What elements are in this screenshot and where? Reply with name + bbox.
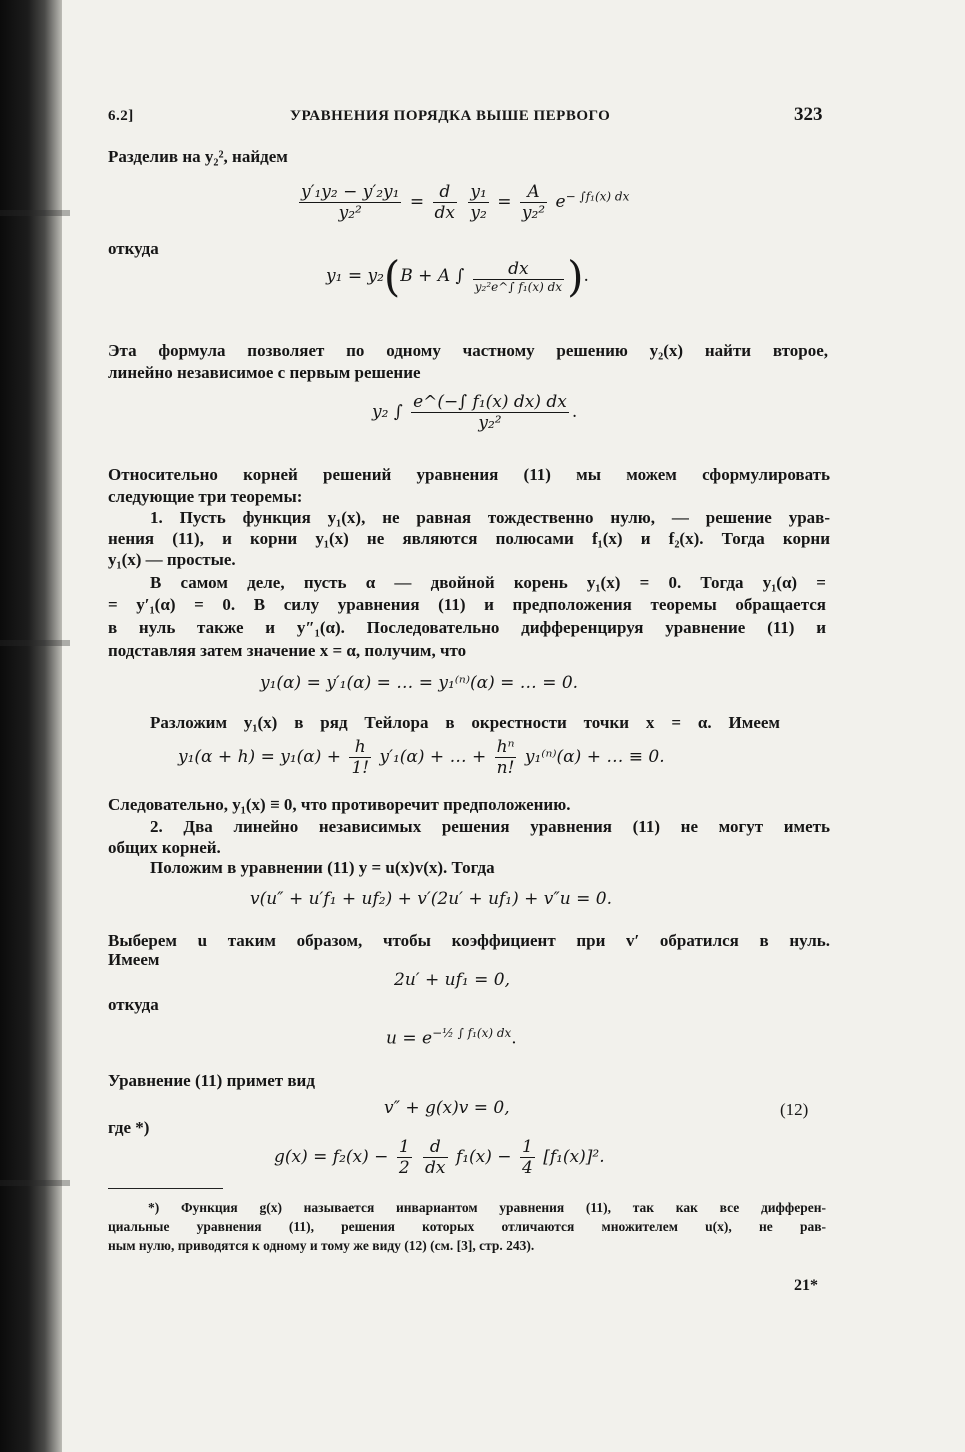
equation-1: $\frac{\text{y′₁y₂ − y′₂y₁}}{\text{y₂²}}$ = $\frac{d}{dx}$ $\frac{\text{y₁}}{\text{y₂}}$ = $\frac{A}{\text{y₂²}}$ $e^{- \int f_1(x) dx}$ [301,182,630,223]
word-otkuda-2: откуда [108,995,159,1014]
eq2-B: B + A ∫ [400,266,465,286]
equation-10 [274,1137,605,1178]
theorem-2-line-2: общих корней. [108,838,221,857]
equation-number-12: (12) [780,1100,809,1119]
eq10-frac3-den: 4 [521,1158,533,1178]
eq1-dx: dx [434,203,455,223]
eq1-lhs-denominator: y₂² [338,203,362,223]
footnote-rule [108,1188,223,1189]
equation-4: y₁(α) = y′₁(α) = … = y₁⁽ⁿ⁾(α) = … = 0. [260,673,579,693]
paragraph-formula-1: Эта формула позволяет по одному частному решению y₂(x) найти второе, [108,341,828,360]
proof-line-1: В самом деле, пусть α — двойной корень y₁(x) = 0. Тогда y₁(α) = [150,573,826,592]
eq3-y2-integral: y₂ ∫ [372,402,403,422]
eq8-power: −½ ∫ f₁(x) dx [432,1026,512,1040]
eq3-numerator: e^(−∫ f₁(x) dx) dx [413,392,567,412]
eq2-denominator: y₂²e^∫ f₁(x) dx [474,280,563,294]
eq10-frac3-num: 1 [521,1137,533,1157]
eq10-lhs: g(x) = f₂(x) − [274,1147,389,1167]
paragraph-taylor: Разложим y₁(x) в ряд Тейлора в окрестности точки x = α. Имеем [150,713,780,732]
theorem-1-line-1: 1. Пусть функция y₁(x), не равная тождественно нулю, — решение урав- [150,508,830,527]
eq2-numerator: dx [473,259,564,280]
running-title: УРАВНЕНИЯ ПОРЯДКА ВЫШЕ ПЕРВОГО [290,108,611,124]
footnote-line-1: *) Функция g(x) называется инвариантом уравнения (11), так как все дифферен- [148,1200,826,1215]
theorem-2-line-1: 2. Два линейно независимых решения уравнения (11) не могут иметь [150,817,830,836]
equation-3: y₂ ∫ $\frac{\text{e\textasciicircum{}(−∫ f₁(x) dx) dx}}{\text{y₂²}}$ . [372,392,578,433]
eq10-frac2-den: dx [425,1158,446,1178]
proof-line-3: в нуль также и y″₁(α). Последовательно дифференцируя уравнение (11) и [108,618,826,637]
book-binding-shadow [0,0,62,1452]
paragraph-choose-1: Выберем u таким образом, чтобы коэффициент при v′ обратился в нуль. [108,931,830,950]
binding-speck [0,1180,70,1186]
eq1-y2: y₂ [470,203,487,223]
eq5-frac1-num: h [349,737,371,758]
eq10-frac2-num: d [423,1137,447,1158]
binding-speck [0,210,70,216]
equation-9: v″ + g(x)v = 0, [384,1098,510,1118]
word-otkuda-1: откуда [108,239,159,258]
eq2-lhs: y₁ = y₂ [326,266,384,286]
eq5-frac1-den: 1! [351,758,370,778]
proof-line-2: = y′₁(α) = 0. В силу уравнения (11) и предположения теоремы обращается [108,595,826,614]
signature-mark: 21* [794,1277,818,1294]
equation-5 [178,737,665,778]
eq3-denominator: y₂² [478,413,502,433]
eq1-A-den: y₂² [521,203,546,223]
eq1-A: A [520,182,547,203]
theorem-1-line-2: нения (11), и корни y₁(x) не являются полюсами f₁(x) и f₂(x). Тогда корни [108,529,830,548]
eq5-lhs: y₁(α + h) = y₁(α) + [178,747,342,767]
book-page [108,0,833,1452]
eq5-frac2-den: n! [496,758,515,778]
paragraph-roots-2: следующие три теоремы: [108,487,303,506]
paragraph-consequently: Следовательно, y₁(x) ≡ 0, что противоречит предположению. [108,795,571,814]
equation-2: y₁ = y₂(B + A ∫ $\frac{dx}{\text{y₂²e\textasciicircum{}∫ f₁(x) dx}}$ ). [326,252,589,301]
paragraph-roots-1: Относительно корней решений уравнения (11) мы можем сформулировать [108,465,830,484]
eq8-base: u = e [386,1028,433,1049]
footnote-line-3: ным нулю, приводятся к одному и тому же виду (12) (см. [3], стр. 243). [108,1238,535,1253]
eq10-frac1-num: 1 [398,1137,410,1157]
eq5-frac2-num: hⁿ [496,737,515,757]
paragraph-equation-form: Уравнение (11) примет вид [108,1071,315,1090]
equation-8: $u = e^{-\frac{1}{2} \int f_1(x) dx}$. [386,1026,517,1049]
paragraph-substitution: Положим в уравнении (11) y = u(x)v(x). Тогда [150,858,495,877]
eq5-rhs: y₁⁽ⁿ⁾(α) + … ≡ 0. [524,747,665,767]
eq1-lhs-numerator: y′₁y₂ − y′₂y₁ [301,182,400,202]
equation-7: 2u′ + uf₁ = 0, [394,970,511,990]
word-gde: где *) [108,1118,150,1137]
eq1-y1: y₁ [470,182,487,202]
eq10-frac1-den: 2 [398,1158,410,1178]
theorem-1-line-3: y₁(x) — простые. [108,550,236,569]
eq5-mid: y′₁(α) + … + [379,747,487,767]
paragraph-formula-2: линейно независимое с первым решение [108,363,421,382]
proof-line-4: подставляя затем значение x = α, получим, что [108,641,467,660]
eq1-exp-base: e [555,192,566,212]
eq10-mid: f₁(x) − [455,1147,512,1167]
eq1-exp-power: − ∫f₁(x) dx [565,189,630,204]
page-number: 323 [794,104,823,125]
paragraph-choose-2: Имеем [108,950,160,969]
equation-6: v(u″ + u′f₁ + uf₂) + v′(2u′ + uf₁) + v″u = 0. [250,889,612,909]
eq10-rhs: [f₁(x)]². [543,1147,605,1167]
section-number: 6.2] [108,108,134,124]
footnote-line-2: циальные уравнения (11), решения которых отличаются множителем u(x), не рав- [108,1219,826,1234]
eq1-d: d [433,182,457,203]
paragraph-intro: Разделив на y₂², найдем [108,147,288,166]
binding-speck [0,640,70,646]
